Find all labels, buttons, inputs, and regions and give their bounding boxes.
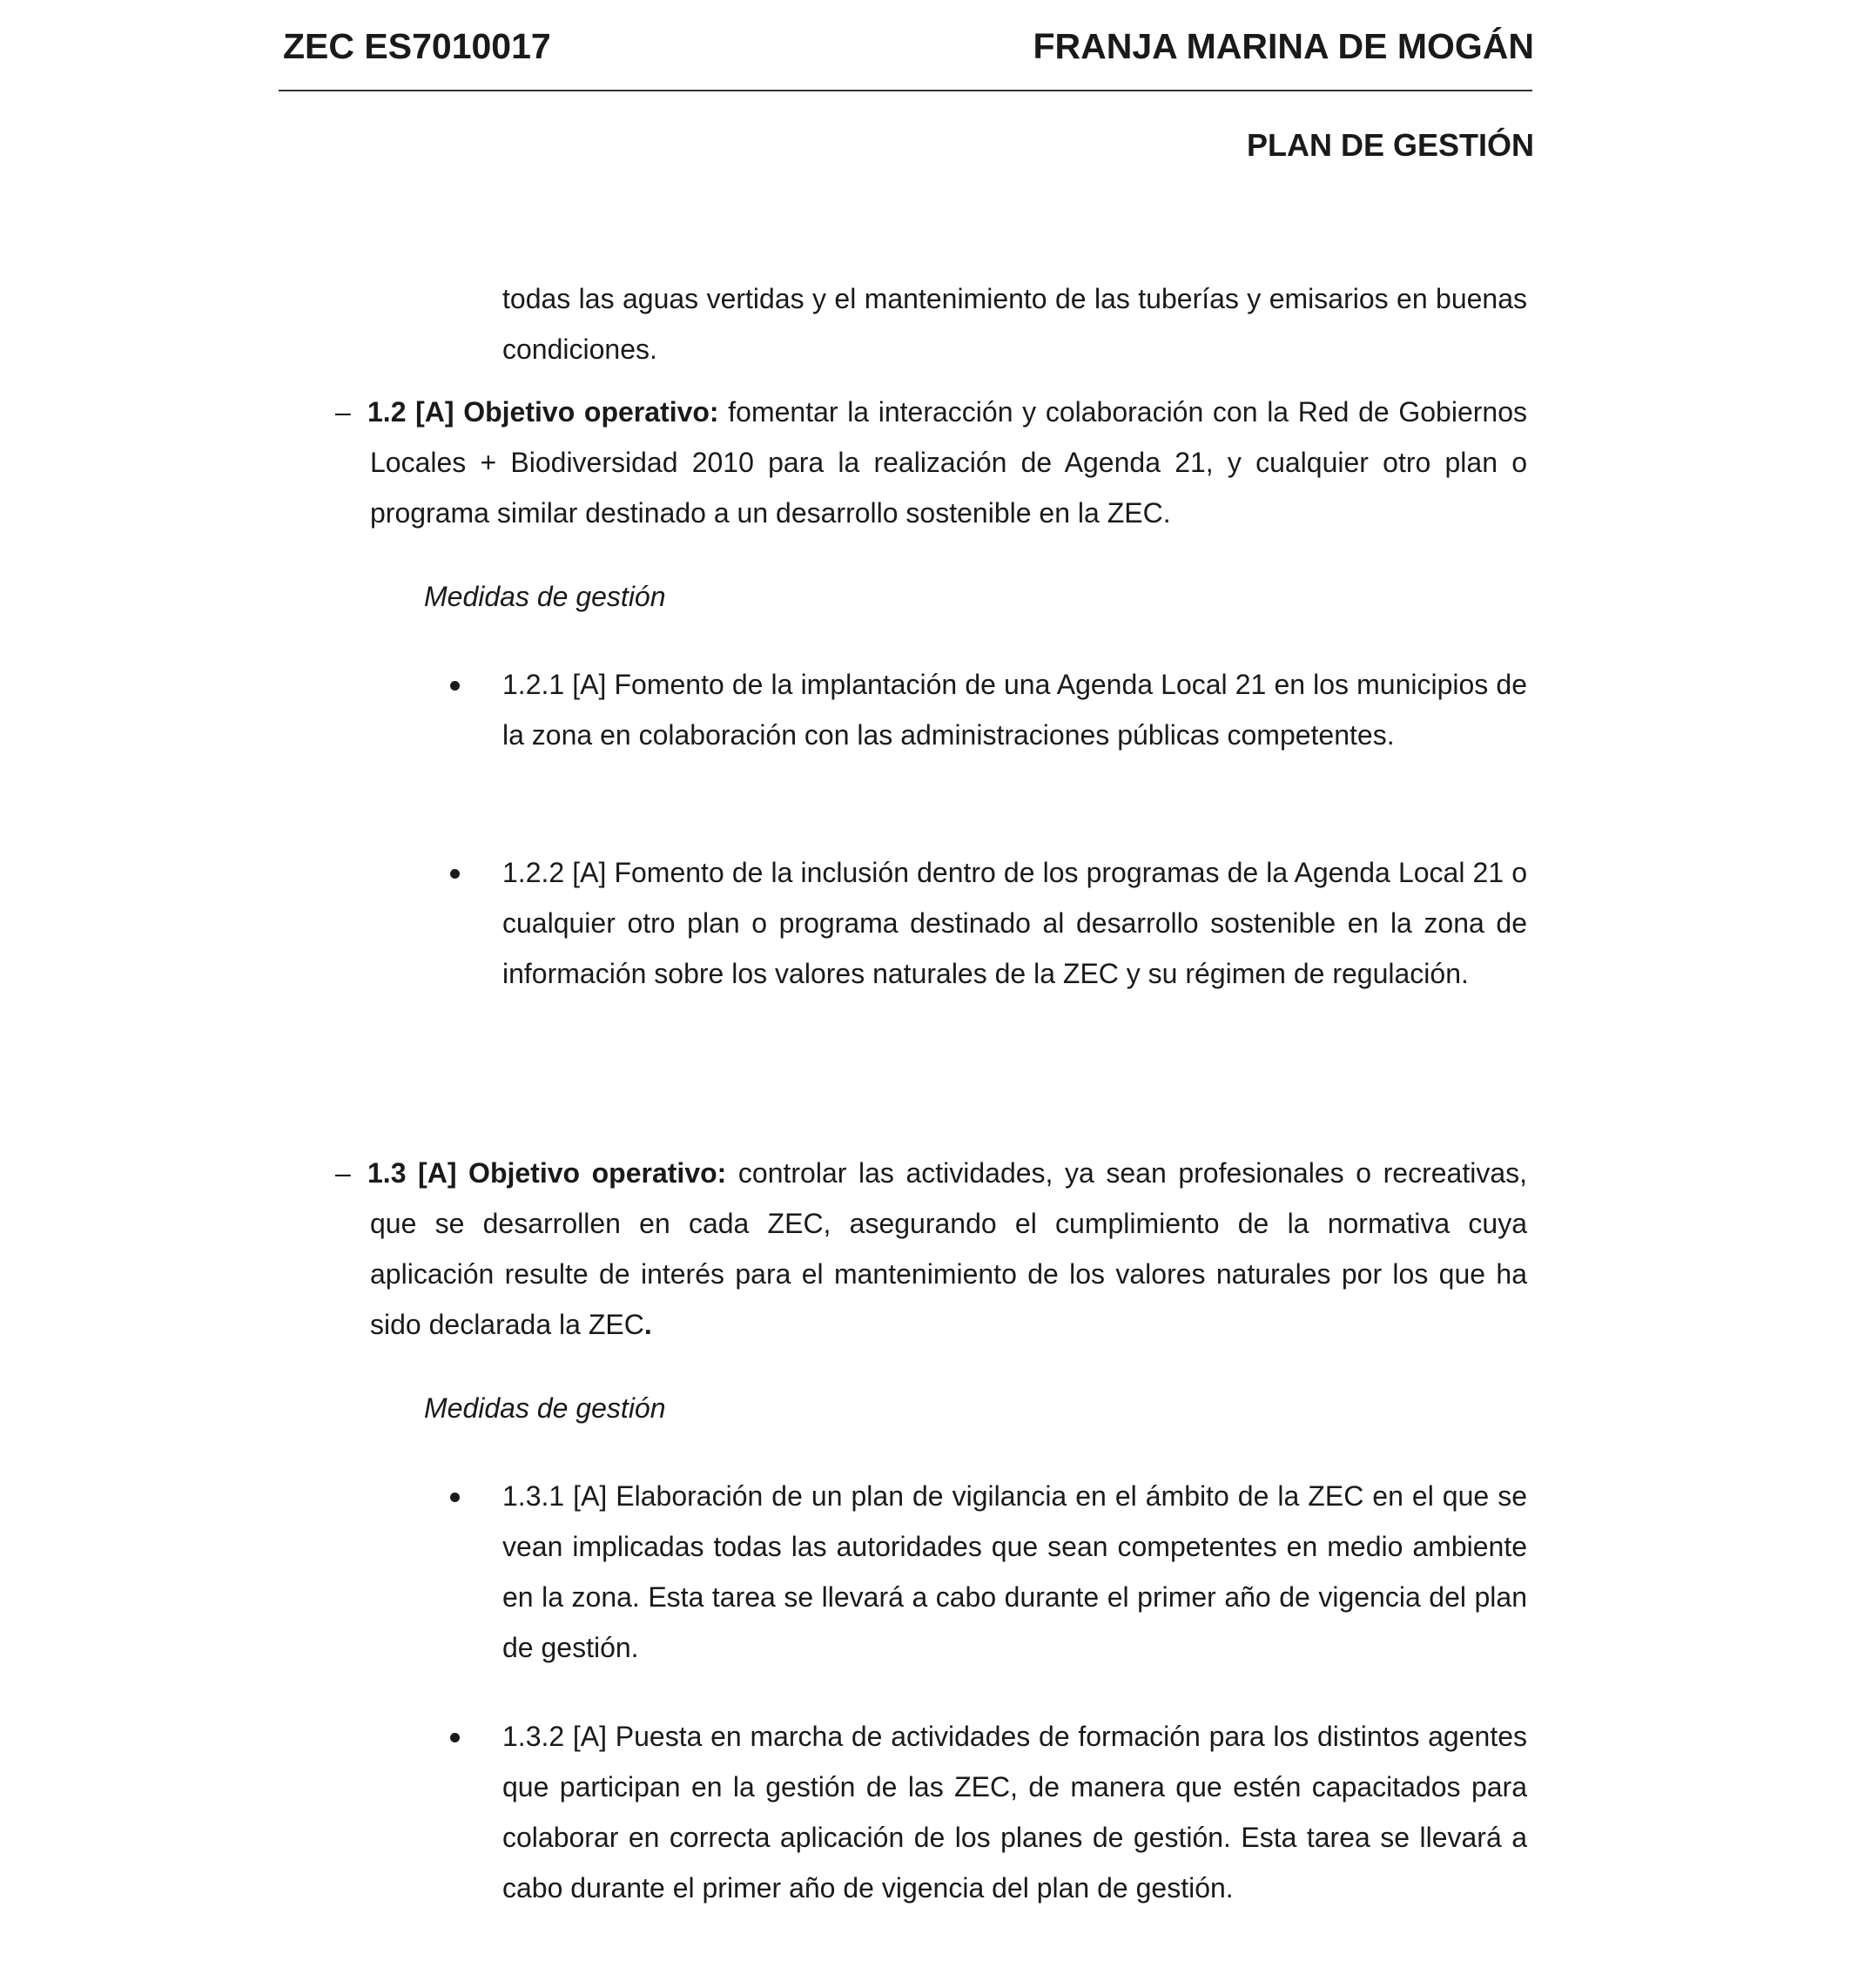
dash-marker: – [335,1157,351,1189]
objective-1-3 [335,1148,1527,1350]
measure-item [445,1471,1527,1673]
continuation-paragraph: todas las aguas vertidas y el mantenimiento de las tuberías y emisarios en buenas condiciones. [502,283,1527,365]
objective-label: 1.3 [A] Objetivo operativo: [367,1157,727,1189]
measure-text: 1.2.2 [A] Fomento de la inclusión dentro de los programas de la Agenda Local 21 o cualquier otro plan o programa destinado al desarrollo sostenible en la zona de información sobre los valores naturales de la ZEC y su régimen de regulación. [502,857,1527,989]
bullet-icon [450,869,460,879]
measure-item [445,847,1527,999]
header-divider [279,90,1532,91]
bullet-icon [450,1733,460,1742]
plan-title: PLAN DE GESTIÓN [1246,127,1534,163]
objective-text: controlar las actividades, ya sean profesionales o recreativas, que se desarrollen en cada ZEC, asegurando el cumplimiento de la normativa cuya aplicación resulte de interés para el mantenimiento de los valores naturales por los que ha sido declarada la ZEC [370,1157,1528,1340]
measure-item [445,659,1527,760]
header-zec-code: ZEC ES7010017 [283,26,551,66]
bullet-icon [450,681,460,691]
objective-body [335,1148,1527,1350]
objective-label: 1.2 [A] Objetivo operativo: [367,396,719,428]
header-site-name: FRANJA MARINA DE MOGÁN [1033,26,1534,66]
objective-body [335,387,1527,538]
bullet-icon [450,1493,460,1502]
objective-trailing-period: . [643,1309,652,1340]
dash-marker: – [335,396,351,428]
measure-text: 1.3.1 [A] Elaboración de un plan de vigilancia en el ámbito de la ZEC en el que se vean implicadas todas las autoridades que sean competentes en medio ambiente en la zona. Esta tarea se llevará a cabo durante el primer año de vigencia del plan de gestión. [502,1480,1527,1663]
objective-1-2 [335,387,1527,538]
measures-title: Medidas de gestión [424,581,666,612]
measure-text: 1.3.2 [A] Puesta en marcha de actividades de formación para los distintos agentes que participan en la gestión de las ZEC, de manera que estén capacitados para colaborar en correcta aplicación de los planes de gestión. Esta tarea se llevará a cabo durante el primer año de vigencia del plan de gestión. [502,1721,1527,1904]
measure-text: 1.2.1 [A] Fomento de la implantación de una Agenda Local 21 en los municipios de la zona en colaboración con las administraciones públicas competentes. [502,669,1527,751]
measure-item [445,1711,1527,1913]
measures-title: Medidas de gestión [424,1392,666,1424]
objective-text: fomentar la interacción y colaboración con la Red de Gobiernos Locales + Biodiversidad 2010 para la realización de Agenda 21, y cualquier otro plan o programa similar destinado a un desarrollo sostenible en la ZEC. [370,396,1528,529]
